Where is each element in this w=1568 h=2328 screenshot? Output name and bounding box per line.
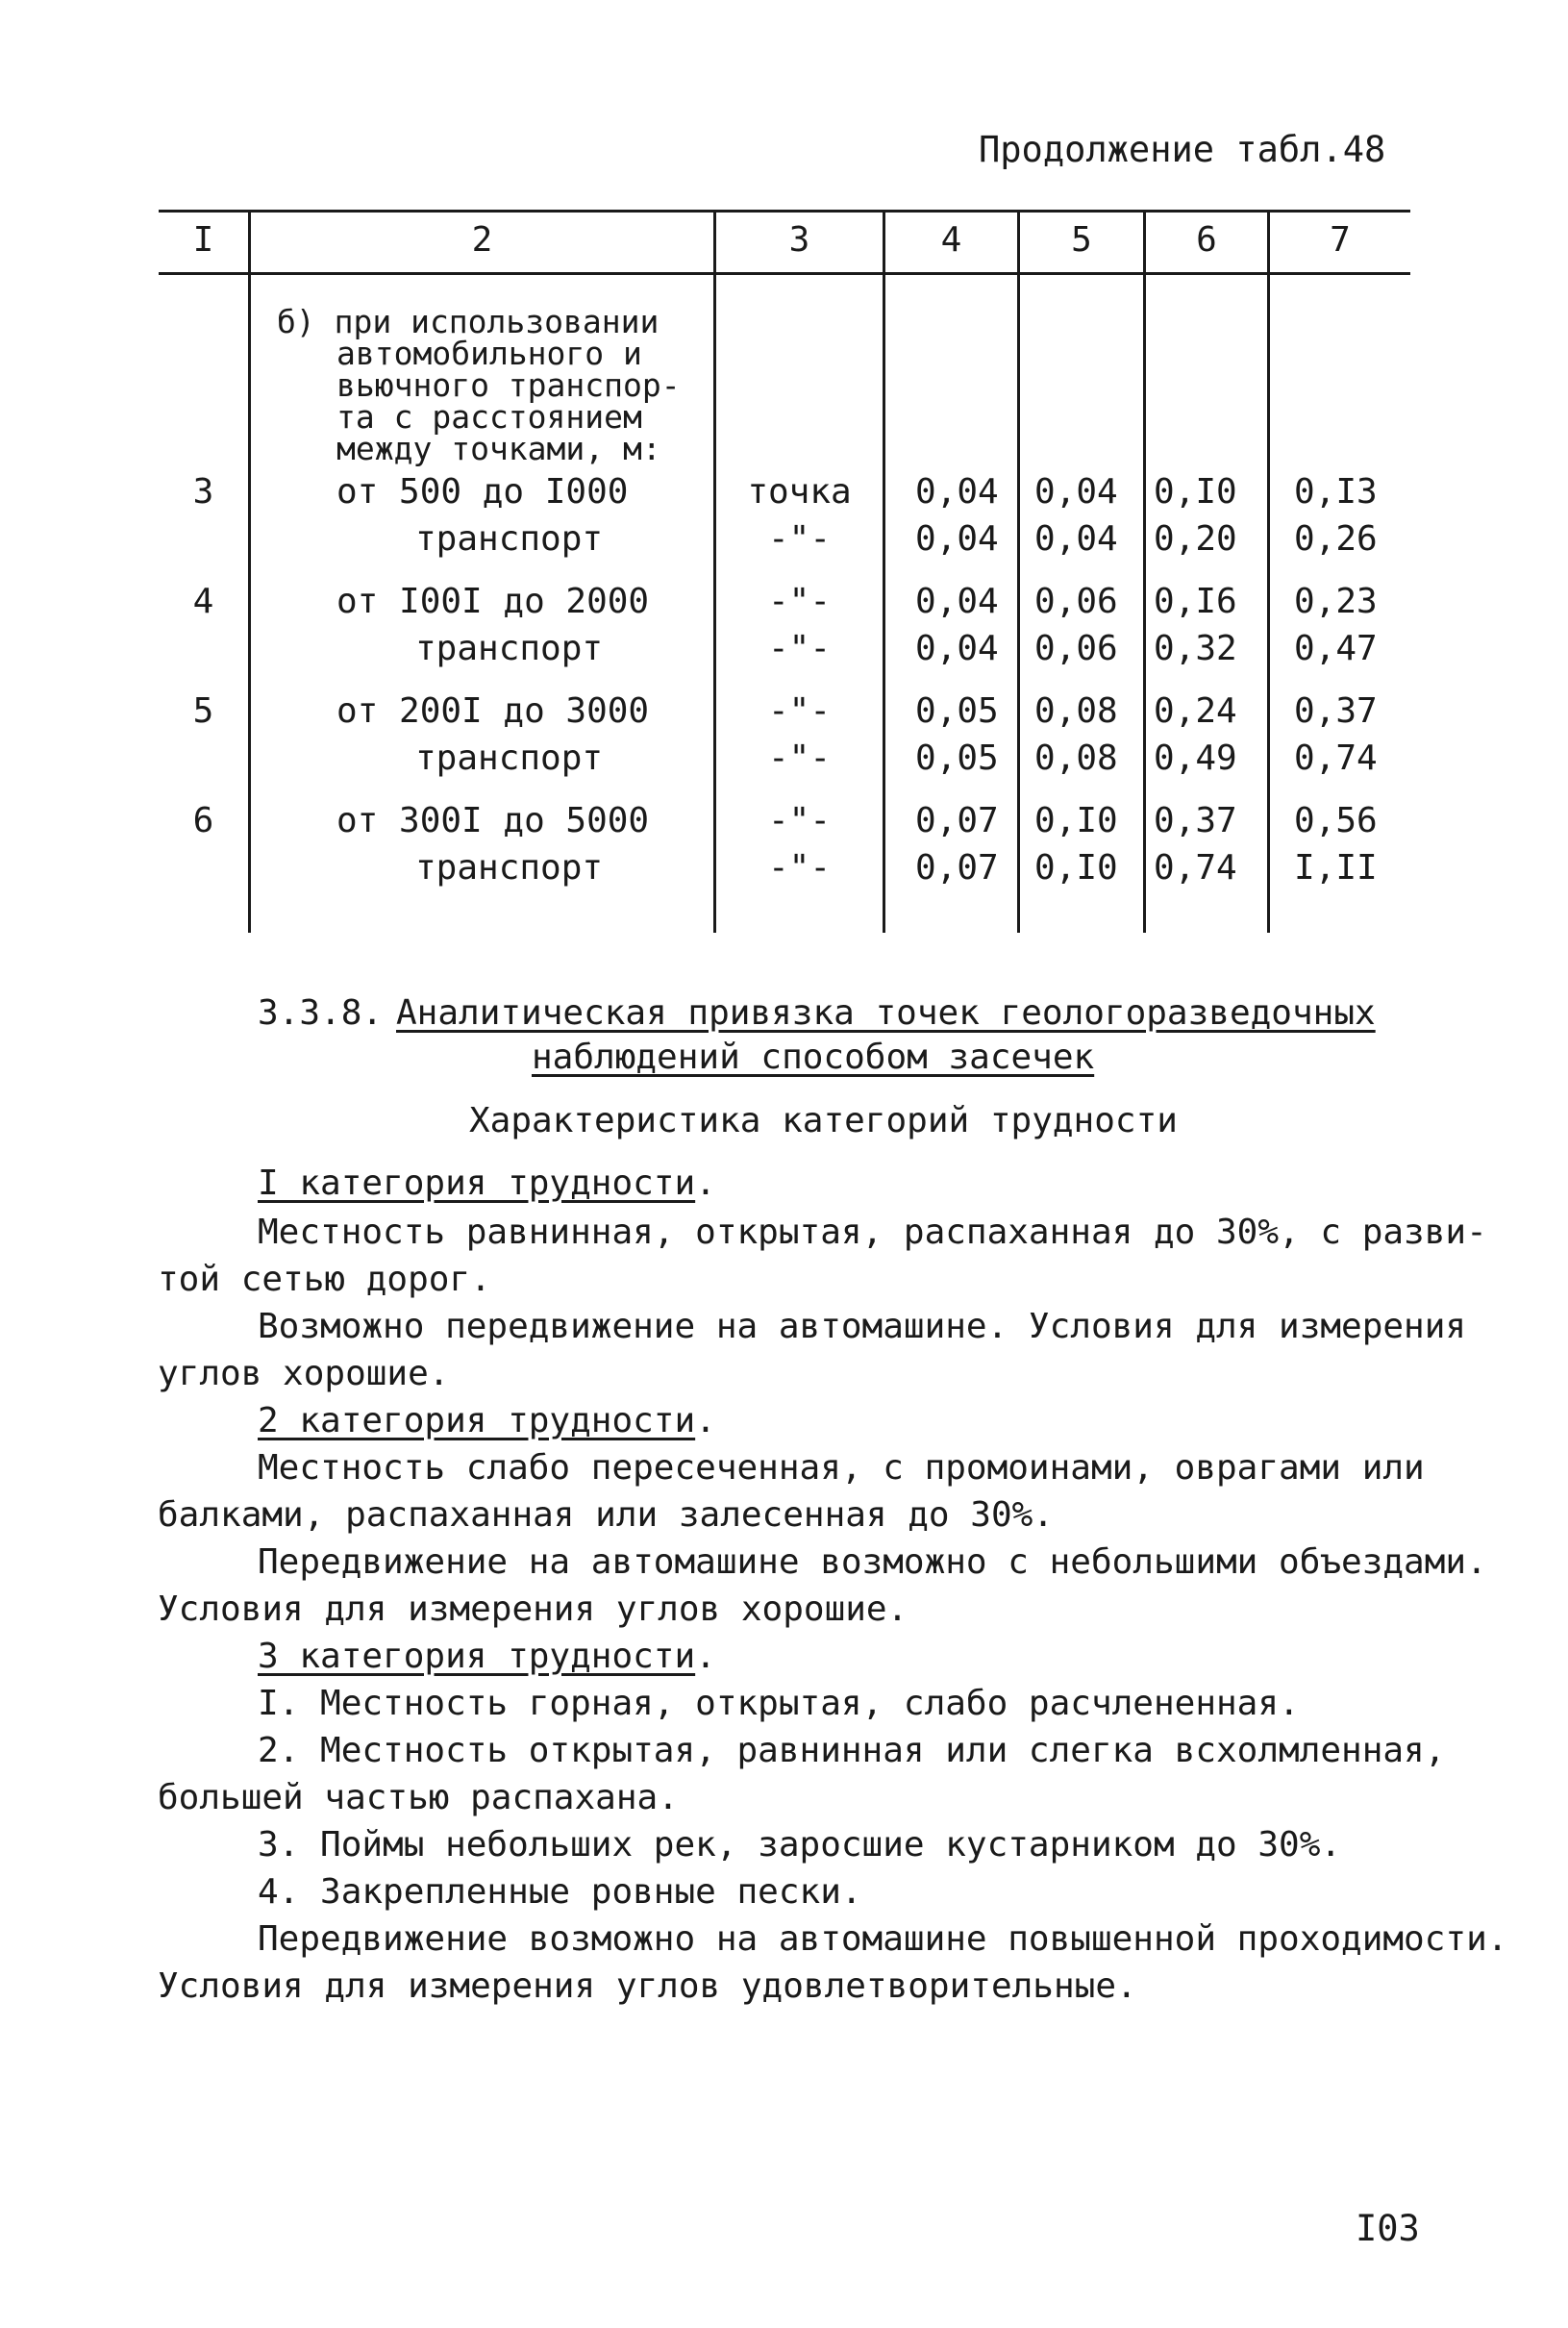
category-3-heading: 3 категория трудности.	[258, 1637, 716, 1676]
table-row-unit: -"-	[767, 691, 832, 731]
table-cell-col5: 0,I0	[1034, 848, 1118, 888]
table-row-description: транспорт	[415, 629, 604, 668]
table-row-unit: -"-	[767, 519, 832, 559]
table-col-divider-5	[1143, 210, 1146, 933]
section-number: 3.3.8.	[258, 993, 384, 1033]
table-row-description: от 500 до I000	[336, 472, 629, 512]
table-header-col-4: 4	[940, 220, 962, 260]
table-cell-col6: 0,20	[1154, 519, 1237, 559]
table-cell-col5: 0,06	[1034, 629, 1118, 668]
table-cell-col4: 0,05	[915, 738, 999, 778]
body-line: Местность слабо пересеченная, с промоинами, оврагами или	[258, 1448, 1425, 1488]
table-row-unit: -"-	[767, 629, 832, 668]
body-line: большей частью распахана.	[158, 1778, 679, 1817]
table-cell-col4: 0,04	[915, 472, 999, 512]
table-header-col-2: 2	[471, 220, 493, 260]
table-row-unit: -"-	[767, 848, 832, 888]
body-line: Условия для измерения углов удовлетворительные.	[158, 1966, 1137, 2006]
body-line: Передвижение возможно на автомашине повышенной проходимости.	[258, 1919, 1508, 1959]
category-2-heading: 2 категория трудности.	[258, 1401, 716, 1440]
table-cell-col7: I,II	[1294, 848, 1378, 888]
body-line: Местность равнинная, открытая, распаханная до 30%, с разви-	[258, 1213, 1487, 1252]
table-col-divider-1	[248, 210, 251, 933]
table-cell-col6: 0,37	[1154, 801, 1237, 840]
table-section-label-line: между точками, м:	[336, 430, 661, 467]
table-cell-col4: 0,04	[915, 519, 999, 559]
table-row-number: 6	[192, 801, 214, 840]
table-cell-col7: 0,23	[1294, 582, 1378, 621]
table-header-col-3: 3	[788, 220, 810, 260]
table-row-number: 5	[192, 691, 214, 731]
body-line: балками, распаханная или залесенная до 30%.	[158, 1495, 1054, 1535]
table-row-unit: точка	[747, 472, 852, 512]
table-section-label-line: вьючного транспор-	[336, 366, 681, 404]
table-cell-col4: 0,07	[915, 848, 999, 888]
table-section-label-line: автомобильного и	[336, 335, 642, 372]
table-cell-col4: 0,04	[915, 629, 999, 668]
section-title-line2: наблюдений способом засечек	[532, 1038, 1095, 1077]
table-cell-col7: 0,56	[1294, 801, 1378, 840]
body-line: той сетью дорог.	[158, 1260, 491, 1299]
table-cell-col6: 0,74	[1154, 848, 1237, 888]
body-line: I. Местность горная, открытая, слабо расчлененная.	[258, 1684, 1300, 1723]
table-col-divider-4	[1017, 210, 1020, 933]
table-cell-col6: 0,I0	[1154, 472, 1237, 512]
table-cell-col7: 0,26	[1294, 519, 1378, 559]
table-row-description: от I00I до 2000	[336, 582, 650, 621]
table-cell-col4: 0,05	[915, 691, 999, 731]
table-row-description: транспорт	[415, 738, 604, 778]
table-row-unit: -"-	[767, 582, 832, 621]
section-subtitle: Характеристика категорий трудности	[469, 1101, 1178, 1140]
page-number: I03	[1356, 2208, 1420, 2249]
table-cell-col6: 0,I6	[1154, 582, 1237, 621]
table-col-divider-3	[883, 210, 885, 933]
table-row-description: от 200I до 3000	[336, 691, 650, 731]
table-cell-col5: 0,06	[1034, 582, 1118, 621]
table-cell-col5: 0,08	[1034, 691, 1118, 731]
body-line: Передвижение на автомашине возможно с небольшими объездами.	[258, 1542, 1487, 1582]
table-cell-col5: 0,04	[1034, 472, 1118, 512]
table-cell-col7: 0,47	[1294, 629, 1378, 668]
category-1-heading: I категория трудности.	[258, 1164, 716, 1203]
table-header-col-7: 7	[1330, 220, 1351, 260]
table-header-col-5: 5	[1071, 220, 1092, 260]
body-line: углов хорошие.	[158, 1354, 450, 1393]
table-col-divider-6	[1267, 210, 1270, 933]
table-cell-col6: 0,24	[1154, 691, 1237, 731]
table-cell-col6: 0,32	[1154, 629, 1237, 668]
table-cell-col4: 0,04	[915, 582, 999, 621]
table-cell-col5: 0,04	[1034, 519, 1118, 559]
table-header-col-6: 6	[1196, 220, 1217, 260]
table-header-rule	[159, 272, 1410, 275]
table-section-label-line: та с расстоянием	[336, 398, 642, 436]
body-line: Условия для измерения углов хорошие.	[158, 1590, 908, 1629]
table-row-unit: -"-	[767, 738, 832, 778]
body-line: 3. Поймы небольших рек, заросшие кустарником до 30%.	[258, 1825, 1342, 1865]
table-cell-col7: 0,37	[1294, 691, 1378, 731]
table-section-label-line: б) при использовании	[277, 303, 660, 340]
table-row-description: от 300I до 5000	[336, 801, 650, 840]
body-line: 4. Закрепленные ровные пески.	[258, 1872, 862, 1912]
table-row-number: 4	[192, 582, 214, 621]
table-row-description: транспорт	[415, 519, 604, 559]
table-header-col-1: I	[192, 220, 214, 260]
table-row-description: транспорт	[415, 848, 604, 888]
table-row-unit: -"-	[767, 801, 832, 840]
table-row-number: 3	[192, 472, 214, 512]
table-cell-col5: 0,I0	[1034, 801, 1118, 840]
table-cell-col7: 0,74	[1294, 738, 1378, 778]
body-line: 2. Местность открытая, равнинная или слегка всхолмленная,	[258, 1731, 1446, 1770]
table-continuation-caption: Продолжение табл.48	[979, 129, 1386, 170]
table-cell-col6: 0,49	[1154, 738, 1237, 778]
table-cell-col5: 0,08	[1034, 738, 1118, 778]
section-title-line1: Аналитическая привязка точек геологоразведочных	[396, 993, 1376, 1033]
table-cell-col4: 0,07	[915, 801, 999, 840]
table-top-rule	[159, 210, 1410, 213]
body-line: Возможно передвижение на автомашине. Условия для измерения	[258, 1307, 1467, 1346]
table-cell-col7: 0,I3	[1294, 472, 1378, 512]
